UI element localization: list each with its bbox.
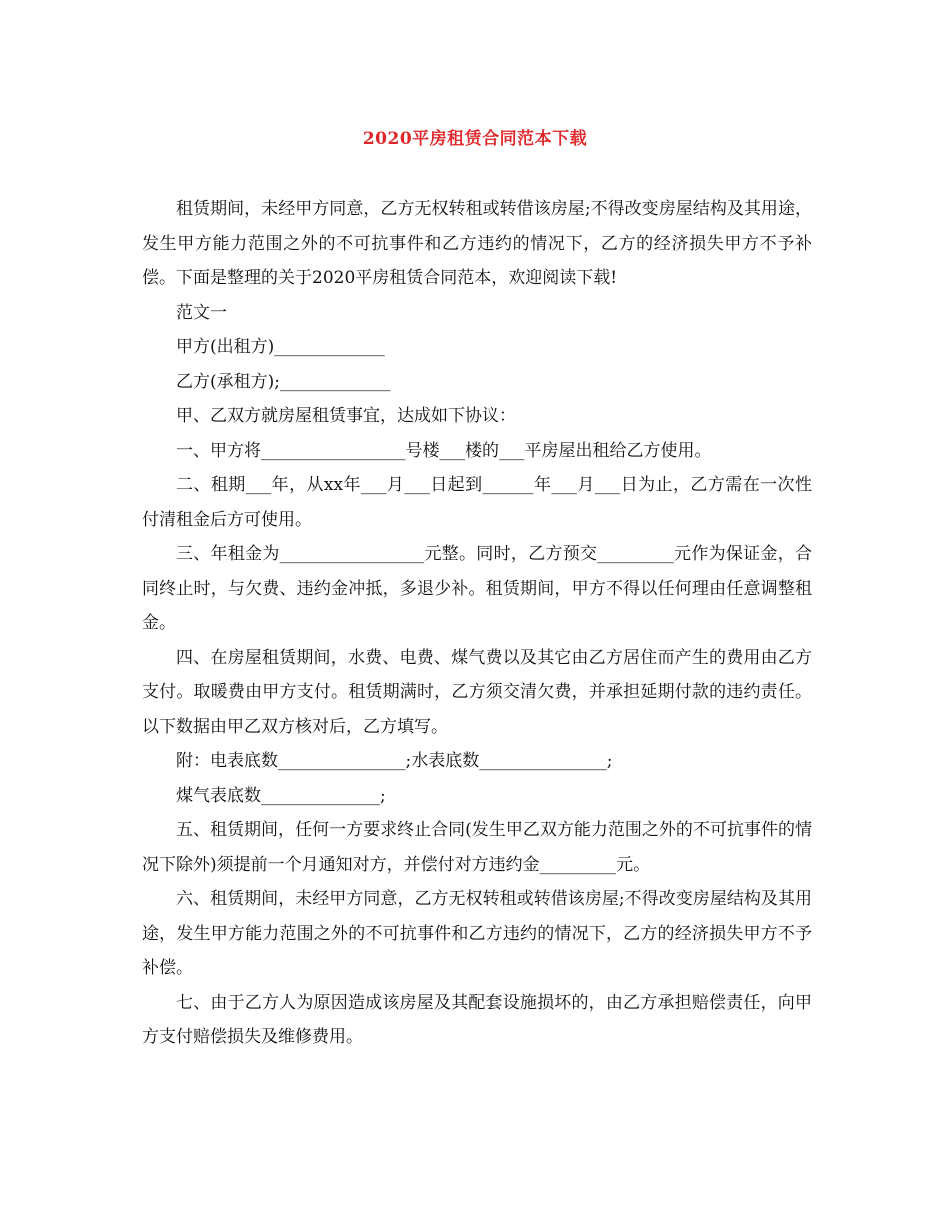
clause-7: 七、由于乙方人为原因造成该房屋及其配套设施损坏的，由乙方承担赔偿责任，向甲方支付赔偿损失及维修费用。 <box>142 992 812 1047</box>
document-body <box>142 192 812 1055</box>
clause-5: 五、租赁期间，任何一方要求终止合同(发生甲乙双方能力范围之外的不可抗事件的情况下除外)须提前一个月通知对方，并偿付对方违约金_________元。 <box>142 820 812 875</box>
document-title: 2020平房租赁合同范本下载 <box>362 129 588 149</box>
clause-6: 六、租赁期间，未经甲方同意，乙方无权转租或转借该房屋;不得改变房屋结构及其用途，发生甲方能力范围之外的不可抗事件和乙方违约的情况下，乙方的经济损失甲方不予补偿。 <box>142 889 812 978</box>
sample-heading: 范文一 <box>176 302 227 323</box>
gas-meter-line: 煤气表底数______________; <box>176 785 386 806</box>
clause-1: 一、甲方将_________________号楼___楼的___平房屋出租给乙方使用。 <box>176 440 712 461</box>
party-a-line: 甲方(出租方)_____________ <box>176 337 385 357</box>
party-b-line: 乙方(承租方);_____________ <box>176 371 391 392</box>
intro-paragraph: 租赁期间，未经甲方同意，乙方无权转租或转借该房屋;不得改变房屋结构及其用途，发生甲方能力范围之外的不可抗事件和乙方违约的情况下，乙方的经济损失甲方不予补偿。下面是整理的关于2020平房租赁合同范本，欢迎阅读下载! <box>142 199 812 288</box>
clause-3: 三、年租金为_________________元整。同时，乙方预交_________元作为保证金，合同终止时，与欠费、违约金冲抵，多退少补。租赁期间，甲方不得以任何理由任意调整租金。 <box>142 544 812 633</box>
meter-readings-line: 附：电表底数_______________;水表底数_______________; <box>176 751 613 771</box>
clause-2: 二、租期___年，从xx年___月___日起到______年___月___日为止，乙方需在一次性付清租金后方可使用。 <box>142 475 812 530</box>
clause-4: 四、在房屋租赁期间，水费、电费、煤气费以及其它由乙方居住而产生的费用由乙方支付。取暖费由甲方支付。租赁期满时，乙方须交清欠费，并承担延期付款的违约责任。以下数据由甲乙双方核对后，乙方填写。 <box>142 647 812 737</box>
agreement-intro: 甲、乙双方就房屋租赁事宜，达成如下协议： <box>176 406 516 426</box>
